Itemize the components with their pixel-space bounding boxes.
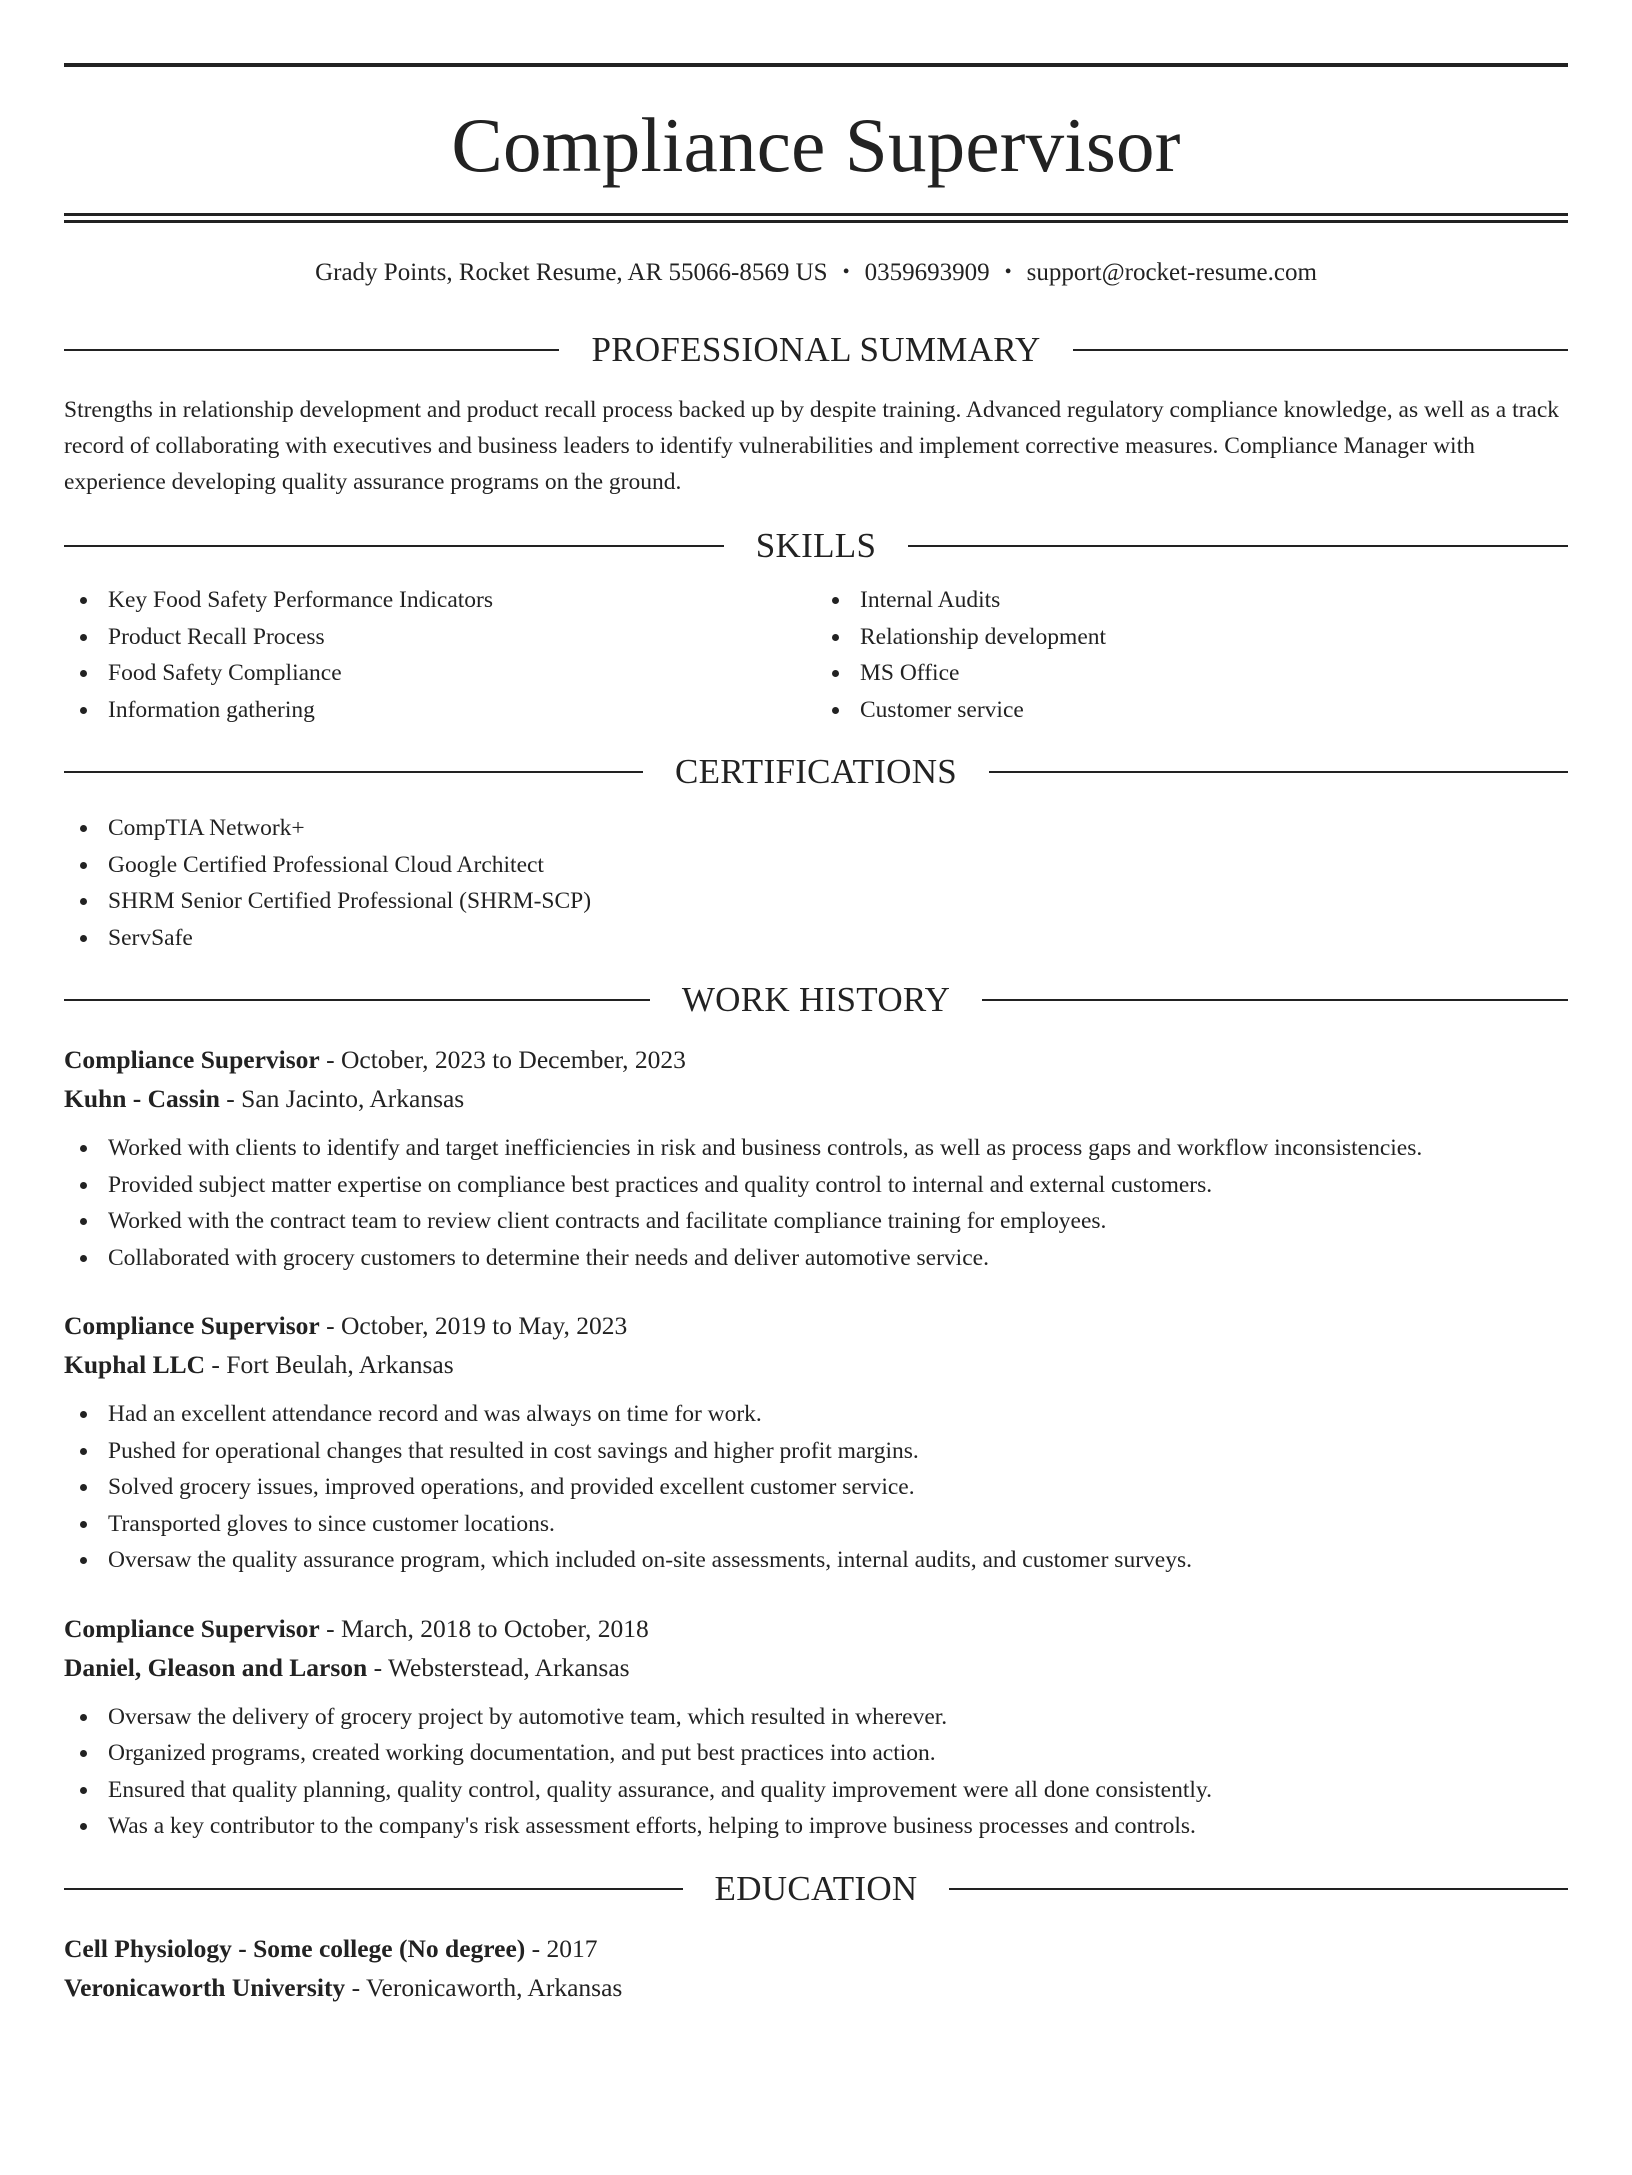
heading-rule [64,349,559,351]
list-item: Oversaw the delivery of grocery project by automotive team, which resulted in wherever. [64,1699,1568,1736]
heading-rule [64,999,650,1001]
section-title: WORK HISTORY [681,980,951,1019]
skills-list [64,582,1568,728]
job-title: Compliance Supervisor [64,1045,320,1074]
resume-title: Compliance Supervisor [451,102,1181,188]
list-item: MS Office [816,655,1568,692]
list-item: Was a key contributor to the company's risk assessment efforts, helping to improve business processes and controls. [64,1808,1568,1845]
list-item: Provided subject matter expertise on compliance best practices and quality control to internal and external customers. [64,1167,1568,1204]
section-title: CERTIFICATIONS [674,752,958,791]
heading-rule [64,545,724,547]
job-dates: - October, 2023 to December, 2023 [319,1045,686,1074]
contact-separator: • [1004,261,1012,283]
list-item: Key Food Safety Performance Indicators [64,582,816,619]
education-school-line [64,1968,1568,2007]
list-item: Transported gloves to since customer locations. [64,1506,1568,1543]
job-title-line [64,1306,1568,1345]
job-title-line [64,1609,1568,1648]
certifications-list [64,810,1568,956]
job-location: - Fort Beulah, Arkansas [205,1350,454,1379]
skills-column-right [816,582,1568,728]
job-title-line [64,1040,1568,1079]
list-item: Solved grocery issues, improved operations, and provided excellent customer service. [64,1469,1568,1506]
list-item: SHRM Senior Certified Professional (SHRM-SCP) [64,883,1568,920]
list-item: Food Safety Compliance [64,655,816,692]
section-heading-education [64,1869,1568,1909]
section-title: PROFESSIONAL SUMMARY [591,330,1041,369]
skills-column-left [64,582,816,728]
education-degree-line [64,1929,1568,1968]
section-heading-summary [64,330,1568,370]
summary-text: Strengths in relationship development and product recall process backed up by despite training. Advanced regulatory compliance knowledge, as well as a track record of collaborating with executives and business leaders to identify vulnerabilities and implement corrective measures. Compliance Manager with experience developing quality assurance programs on the ground. [64,397,1560,495]
heading-rule [64,771,643,773]
job-company: Kuphal LLC [64,1350,206,1379]
contact-address: Grady Points, Rocket Resume, AR 55066-8569 US [315,259,828,286]
section-heading-work-history [64,980,1568,1020]
job-company-line [64,1648,1568,1687]
education-school: Veronicaworth University [64,1972,346,2002]
top-rule [64,63,1568,67]
job-location: - Websterstead, Arkansas [367,1652,630,1682]
list-item: Worked with clients to identify and target inefficiencies in risk and business controls, as well as process gaps and workflow inconsistencies. [64,1130,1568,1167]
job-company-line [64,1079,1568,1118]
section-heading-skills [64,526,1568,566]
education-location: - Veronicaworth, Arkansas [345,1972,623,2002]
list-item: Organized programs, created working documentation, and put best practices into action. [64,1735,1568,1772]
education-year: - 2017 [525,1933,598,1963]
section-title: EDUCATION [714,1868,918,1908]
heading-rule [982,999,1568,1001]
contact-separator: • [842,261,850,283]
heading-rule [908,545,1568,547]
education-degree: Cell Physiology - Some college (No degree) [64,1933,526,1963]
list-item: Pushed for operational changes that resulted in cost savings and higher profit margins. [64,1433,1568,1470]
contact-line [64,257,1568,290]
job-title: Compliance Supervisor [64,1311,320,1340]
heading-rule [989,771,1568,773]
list-item: Customer service [816,692,1568,729]
job-company: Daniel, Gleason and Larson [64,1652,368,1682]
list-item: Internal Audits [816,582,1568,619]
job-bullets [64,1699,1568,1845]
resume-page [0,63,1632,2175]
heading-rule [64,1888,683,1890]
contact-email: support@rocket-resume.com [1026,259,1317,286]
education-entry [64,1929,1568,2007]
list-item: Ensured that quality planning, quality control, quality assurance, and quality improvement were all done consistently. [64,1772,1568,1809]
job-bullets [64,1396,1568,1579]
title-double-rule [64,213,1568,223]
job-title: Compliance Supervisor [64,1613,320,1643]
job-location: - San Jacinto, Arkansas [219,1084,465,1113]
list-item: Information gathering [64,692,816,729]
job-dates: - March, 2018 to October, 2018 [319,1613,649,1643]
list-item: Google Certified Professional Cloud Architect [64,847,1568,884]
contact-phone: 0359693909 [864,259,990,286]
job-entry [64,1306,1568,1579]
list-item: Oversaw the quality assurance program, which included on-site assessments, internal audits, and customer surveys. [64,1542,1568,1579]
section-title: SKILLS [755,526,877,565]
job-entry [64,1609,1568,1845]
job-bullets [64,1130,1568,1276]
list-item: Relationship development [816,619,1568,656]
job-company-line [64,1345,1568,1384]
list-item: Worked with the contract team to review client contracts and facilitate compliance training for employees. [64,1203,1568,1240]
list-item: Had an excellent attendance record and was always on time for work. [64,1396,1568,1433]
heading-rule [949,1888,1568,1890]
job-entry [64,1040,1568,1276]
job-company: Kuhn - Cassin [64,1084,220,1113]
list-item: Product Recall Process [64,619,816,656]
heading-rule [1073,349,1568,351]
section-heading-certifications [64,752,1568,792]
list-item: CompTIA Network+ [64,810,1568,847]
list-item: ServSafe [64,920,1568,957]
job-dates: - October, 2019 to May, 2023 [319,1311,628,1340]
list-item: Collaborated with grocery customers to determine their needs and deliver automotive service. [64,1240,1568,1277]
